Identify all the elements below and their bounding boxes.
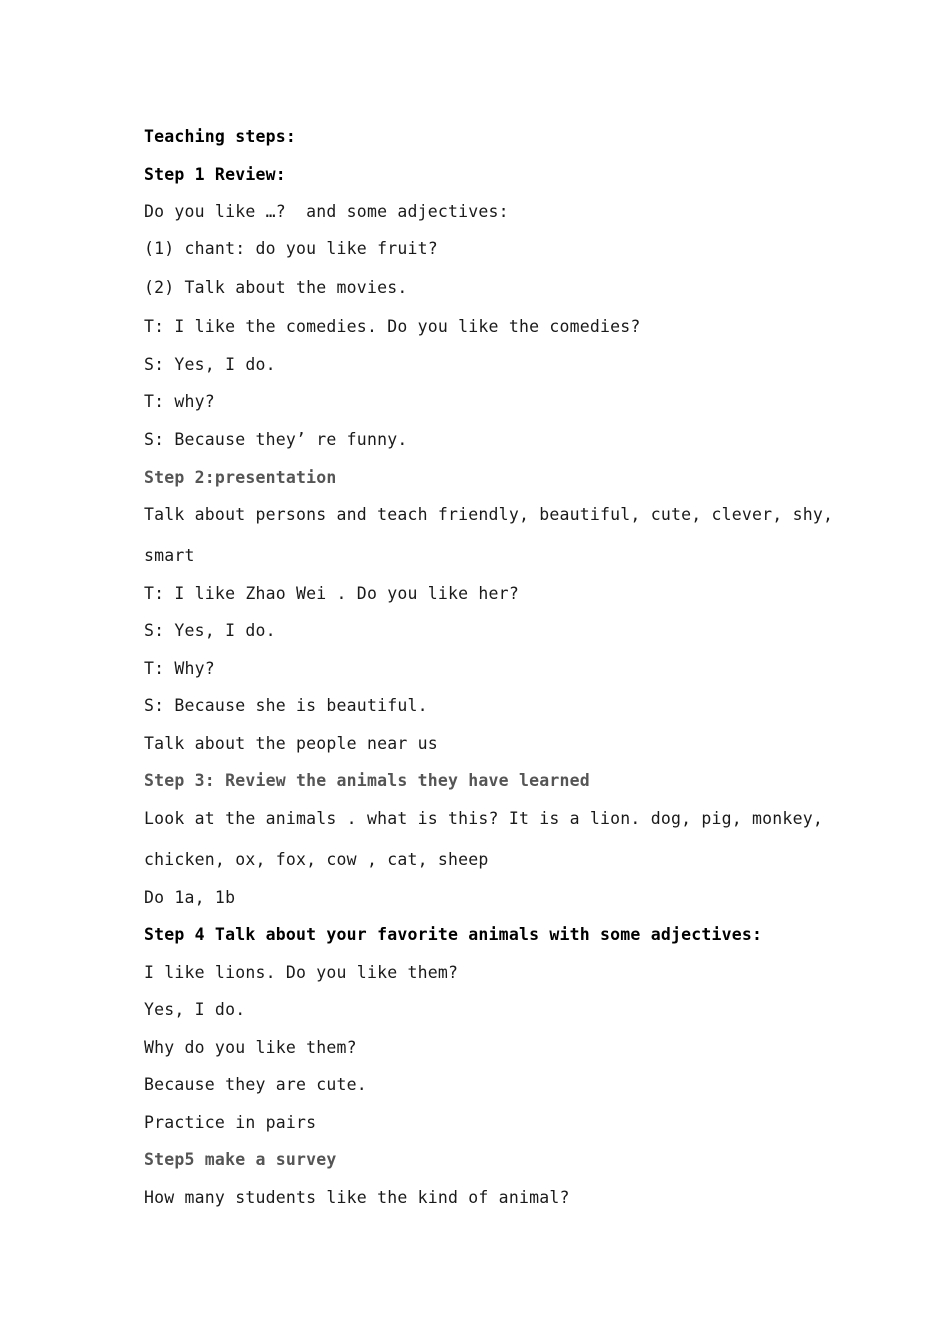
text-line: Why do you like them? (144, 1038, 357, 1057)
text-line: Talk about persons and teach friendly, beautiful, cute, clever, shy, (144, 505, 834, 524)
text-line: Practice in pairs (144, 1113, 317, 1132)
text-line: S: Because she is beautiful. (144, 696, 428, 715)
text-line: T: why? (144, 392, 215, 411)
text-line: I like lions. Do you like them? (144, 963, 459, 982)
text-line: S: Yes, I do. (144, 355, 276, 374)
text-line: smart (144, 546, 195, 565)
text-line: T: I like Zhao Wei . Do you like her? (144, 584, 519, 603)
text-line: S: Because they’ re funny. (144, 430, 408, 449)
text-line: Look at the animals . what is this? It is a lion. dog, pig, monkey, (144, 809, 823, 828)
step1-title: Step 1 Review: (144, 165, 286, 184)
step2-title: Step 2:presentation (144, 468, 337, 487)
text-line: T: I like the comedies. Do you like the comedies? (144, 317, 641, 336)
text-line: T: Why? (144, 659, 215, 678)
section-heading: Teaching steps: (144, 127, 297, 146)
step3-title: Step 3: Review the animals they have learned (144, 771, 590, 790)
text-line: (1) chant: do you like fruit? (144, 239, 438, 258)
text-line: S: Yes, I do. (144, 621, 276, 640)
text-line: chicken, ox, fox, cow , cat, sheep (144, 850, 489, 869)
text-line: Yes, I do. (144, 1000, 246, 1019)
text-line: Talk about the people near us (144, 734, 438, 753)
text-line: Because they are cute. (144, 1075, 367, 1094)
step5-title: Step5 make a survey (144, 1150, 337, 1169)
text-line: (2) Talk about the movies. (144, 278, 408, 297)
text-line: How many students like the kind of animal? (144, 1188, 570, 1207)
text-line: Do you like …? and some adjectives: (144, 202, 509, 221)
text-line: Do 1a, 1b (144, 888, 236, 907)
step4-title: Step 4 Talk about your favorite animals with some adjectives: (144, 925, 763, 944)
